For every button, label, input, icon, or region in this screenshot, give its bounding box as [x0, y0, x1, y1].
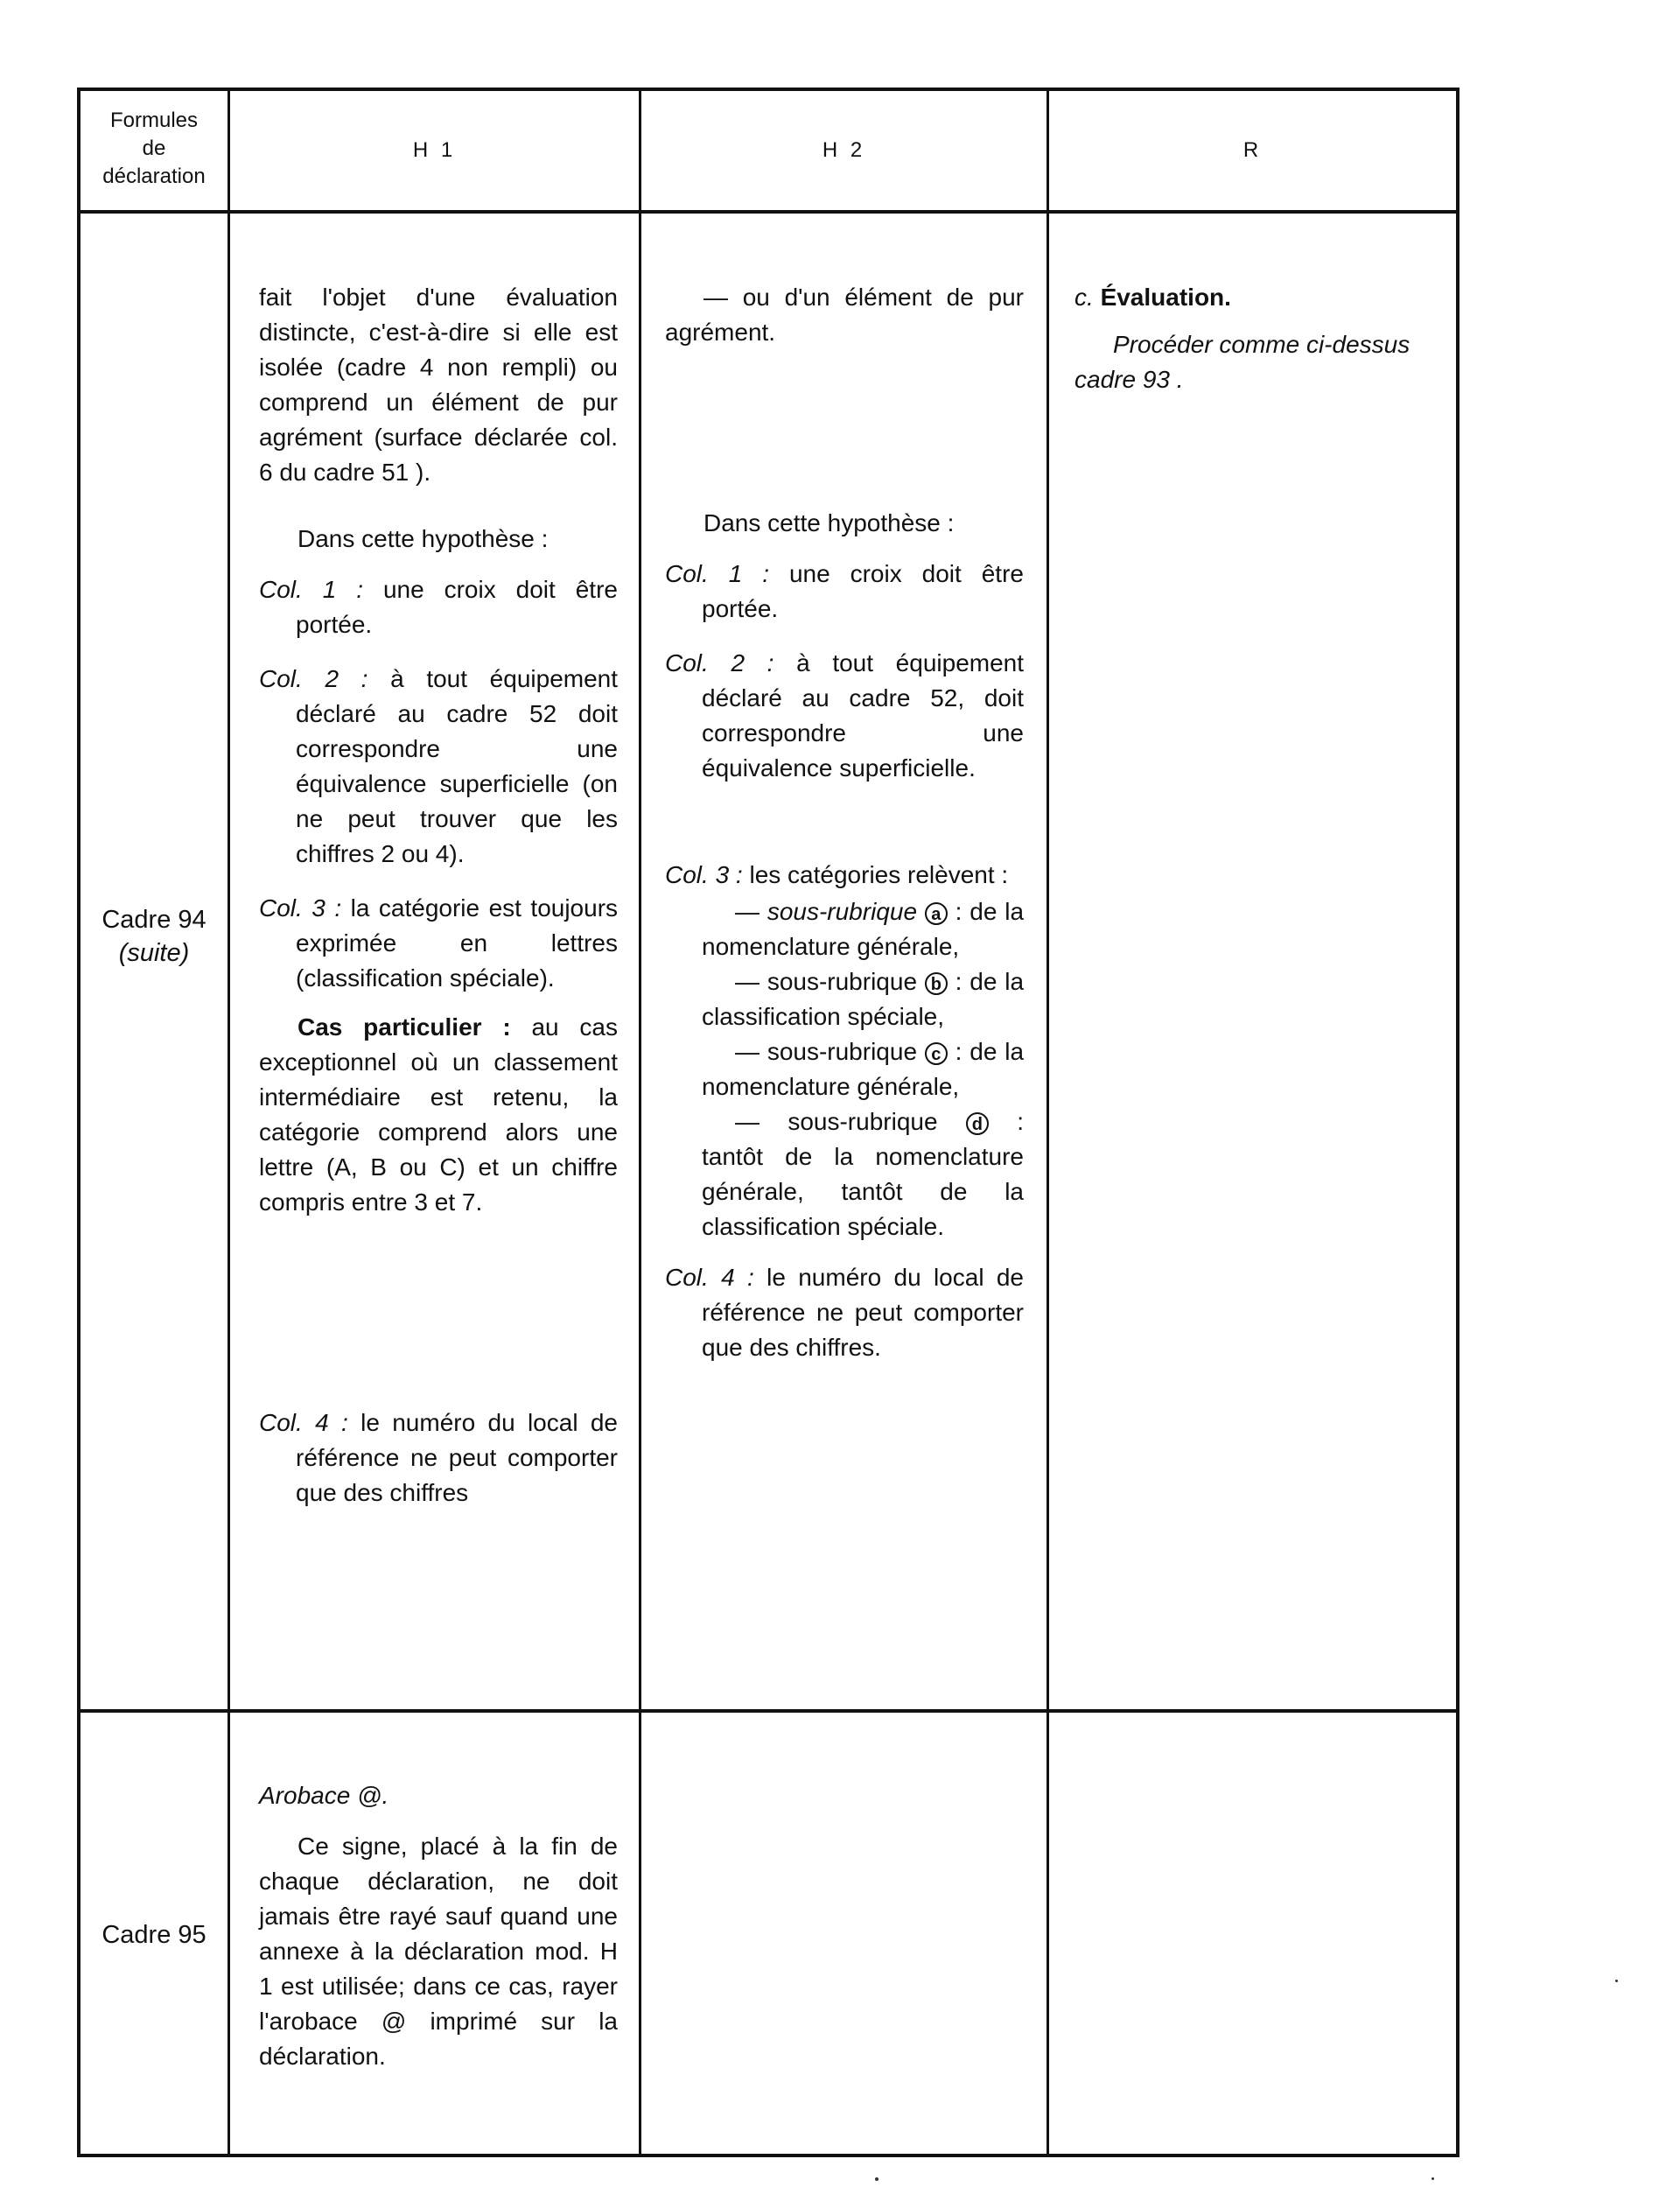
col-label: Col. 4 : — [665, 1264, 754, 1291]
header-divider — [77, 210, 1460, 214]
sub-rubrique-c: — sous-rubrique c : de la nomenclature générale, — [702, 1038, 1025, 1100]
col-text: une croix doit être portée. — [702, 560, 1024, 622]
header-h2: H 2 — [822, 138, 866, 162]
header-h1: H 1 — [412, 138, 457, 162]
h1-intro: fait l'objet d'une évaluation distincte, c'est-à-dire si elle est isolée (cadre 4 non rempli) ou comprend un élément de pur agrément (surface déclarée col. 6 du cadre 51 ). — [259, 284, 618, 486]
cadre-94-r-column — [1074, 280, 1442, 397]
col-label: Col. 2 : — [665, 649, 774, 676]
cas-label: Cas particulier : — [298, 1013, 511, 1041]
h1-col4 — [259, 1405, 618, 1511]
h2-col1 — [665, 557, 1024, 627]
cas-text: au cas exceptionnel où un classement intermédiaire est retenu, la catégorie comprend alors une lettre (A, B ou C) et un chiffre compris entre 3 et 7. — [259, 1013, 618, 1216]
col-label: Col. 1 : — [259, 576, 364, 603]
h1-hypothese: Dans cette hypothèse : — [298, 525, 549, 552]
header-formules-line: de — [142, 137, 166, 160]
h2-col2 — [665, 646, 1024, 786]
header-formules — [80, 107, 228, 191]
h1-col2 — [259, 662, 618, 872]
col-text: une croix doit être portée. — [296, 576, 618, 638]
sub-label: — sous-rubrique — [735, 968, 918, 995]
sub-text: de la nomenclature générale, — [702, 1038, 1025, 1100]
col-label: Col. 3 : — [259, 894, 342, 922]
sub-label: — sous-rubrique — [735, 1038, 918, 1065]
r-evaluation-text: Procéder comme ci-dessus cadre 93 . — [1074, 331, 1410, 393]
header-r: R — [1242, 138, 1263, 162]
sub-rubrique-b: — sous-rubrique b : de la classification spéciale, — [702, 968, 1025, 1030]
h1-cas-particulier — [259, 1010, 618, 1220]
cadre-95-label — [80, 1918, 228, 1952]
cadre-94-h2-column — [665, 280, 1024, 1365]
eval-prefix: c. — [1074, 284, 1094, 311]
sub-text: tantôt de la nomenclature générale, tantôt de la classification spéciale. — [702, 1143, 1024, 1240]
col-label: Col. 1 : — [665, 560, 770, 587]
sub-text: de la classification spéciale, — [702, 968, 1025, 1030]
sub-label: — sous-rubrique — [735, 1108, 938, 1135]
r-evaluation-title — [1074, 280, 1442, 315]
header-formules-line: Formules — [109, 109, 199, 132]
col-label: Col. 2 : — [259, 665, 368, 692]
cadre-label-text: Cadre 95 — [102, 1921, 206, 1949]
col-text: le numéro du local de référence ne peut comporter que des chiffres. — [702, 1264, 1025, 1361]
column-divider — [228, 88, 230, 2157]
col-text: les catégories relèvent : — [749, 861, 1009, 888]
h2-col3 — [665, 858, 1024, 893]
cadre-95-h1-column — [259, 1778, 618, 2074]
col-label: Col. 3 : — [665, 861, 743, 888]
scan-speck — [1432, 2177, 1434, 2180]
col-text: la catégorie est toujours exprimée en lettres (classification spéciale). — [296, 894, 619, 992]
sub-text: de la nomenclature générale, — [702, 898, 1025, 960]
cadre-94-label — [80, 903, 228, 970]
arobace-title: Arobace @. — [259, 1782, 389, 1809]
circled-b-icon: b — [925, 972, 948, 995]
scan-speck — [875, 2177, 878, 2181]
h2-intro: — ou d'un élément de pur agrément. — [665, 284, 1024, 346]
header-formules-line: déclaration — [102, 165, 206, 188]
column-divider — [639, 88, 641, 2157]
h2-subrubriques — [665, 894, 1024, 1244]
row-divider — [77, 1709, 1460, 1713]
h2-hypothese: Dans cette hypothèse : — [704, 509, 955, 536]
col-text: à tout équipement déclaré au cadre 52 doit correspondre une équivalence superficielle (on ne peut trouver que les chiffres 2 ou 4). — [296, 665, 619, 867]
circled-d-icon: d — [966, 1112, 989, 1135]
sub-rubrique-d: — sous-rubrique d : tantôt de la nomenclature générale, tantôt de la classification spéciale. — [702, 1108, 1025, 1240]
circled-c-icon: c — [925, 1042, 948, 1065]
col-text: à tout équipement déclaré au cadre 52, doit correspondre une équivalence superficielle. — [702, 649, 1025, 782]
col-text: le numéro du local de référence ne peut comporter que des chiffres — [296, 1409, 619, 1506]
h1-col1 — [259, 572, 618, 642]
cadre-94-h1-column — [259, 280, 618, 1511]
sub-label: — sous-rubrique — [735, 898, 918, 925]
column-divider — [1046, 88, 1049, 2157]
cadre-label-suffix: (suite) — [118, 939, 190, 967]
h2-col4 — [665, 1260, 1024, 1365]
col-label: Col. 4 : — [259, 1409, 348, 1436]
cadre-label-text: Cadre 94 — [102, 906, 206, 934]
scan-speck — [1615, 1980, 1618, 1982]
eval-title: Évaluation. — [1100, 284, 1231, 311]
h1-col3 — [259, 891, 618, 996]
arobace-text: Ce signe, placé à la fin de chaque déclaration, ne doit jamais être rayé sauf quand une annexe à la déclaration mod. H 1 est utilisée; dans ce cas, rayer l'arobace @ imprimé sur la déclaration. — [259, 1833, 618, 2070]
circled-a-icon: a — [925, 902, 948, 925]
sub-rubrique-a: — sous-rubrique a : de la nomenclature générale, — [702, 898, 1025, 960]
